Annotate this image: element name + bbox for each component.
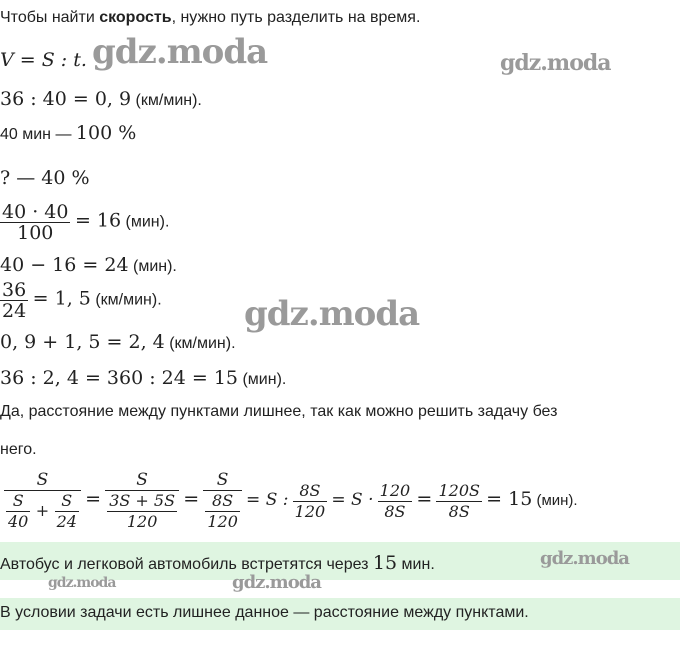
fraction-cancelled: $\frac{120S}{8S}$ xyxy=(438,480,480,521)
calc-meeting-time: 36 : 2, 4 = 360 : 24 = 15 (мин). xyxy=(0,367,287,389)
fraction: $\frac{S}{\frac{8S}{120}}$ xyxy=(203,470,242,532)
fraction: $\frac{40 \cdot 40}{100}$ xyxy=(2,201,69,244)
fraction: $\frac{S}{\frac{3S + 5S}{120}}$ xyxy=(105,470,179,532)
watermark: gdz.moda xyxy=(92,32,268,72)
intro-text: Чтобы найти скорость, нужно путь разделить на время. xyxy=(0,9,421,26)
answer-note: В условии задачи есть лишнее данное — расстояние между пунктами. xyxy=(0,604,529,621)
calc-speed-2: $\frac{36}{24}$ = 1, 5 (км/мин). xyxy=(2,279,162,322)
fraction: $\frac{8S}{120}$ xyxy=(294,480,326,521)
general-formula: S $\frac{S}{40}$ + $\frac{S}{24}$ = $\frac{S}{\frac{3S + 5S}{120}}$ = $\frac{S}{\frac{8S}{120}}$ = S : $\frac{8S}{120}$ = S · $\frac{120}{8S}$ = $\frac{120S}{8S}$ = 15 (мин). xyxy=(4,470,578,532)
fraction: S $\frac{S}{40}$ + $\frac{S}{24}$ xyxy=(4,470,81,532)
conclusion-text-1: Да, расстояние между пунктами лишнее, так как можно решить задачу без xyxy=(0,403,558,420)
fraction: $\frac{120}{8S}$ xyxy=(379,480,411,521)
watermark: gdz.moda xyxy=(232,572,321,593)
conclusion-text-2: него. xyxy=(0,441,37,458)
calc-speed-1: 36 : 40 = 0, 9 (км/мин). xyxy=(0,88,202,110)
calc-combined-speed: 0, 9 + 1, 5 = 2, 4 (км/мин). xyxy=(0,331,236,353)
calc-time-2: 40 − 16 = 24 (мин). xyxy=(0,254,177,276)
watermark: gdz.moda xyxy=(244,294,420,334)
fraction: $\frac{36}{24}$ xyxy=(2,279,27,322)
velocity-formula: V = S : t. xyxy=(0,49,87,71)
watermark: gdz.moda xyxy=(500,50,611,76)
answer-text: Автобус и легковой автомобиль встретятся через 15 мин. xyxy=(0,552,435,574)
intro-bold-word: скорость xyxy=(99,9,172,26)
watermark: gdz.moda xyxy=(540,548,629,569)
proportion-line-2: ? — 40 % xyxy=(0,167,90,189)
watermark: gdz.moda xyxy=(48,575,116,591)
calc-time-fraction: $\frac{40 \cdot 40}{100}$ = 16 (мин). xyxy=(2,201,170,244)
proportion-line-1: 40 мин — 100 % xyxy=(0,122,137,144)
